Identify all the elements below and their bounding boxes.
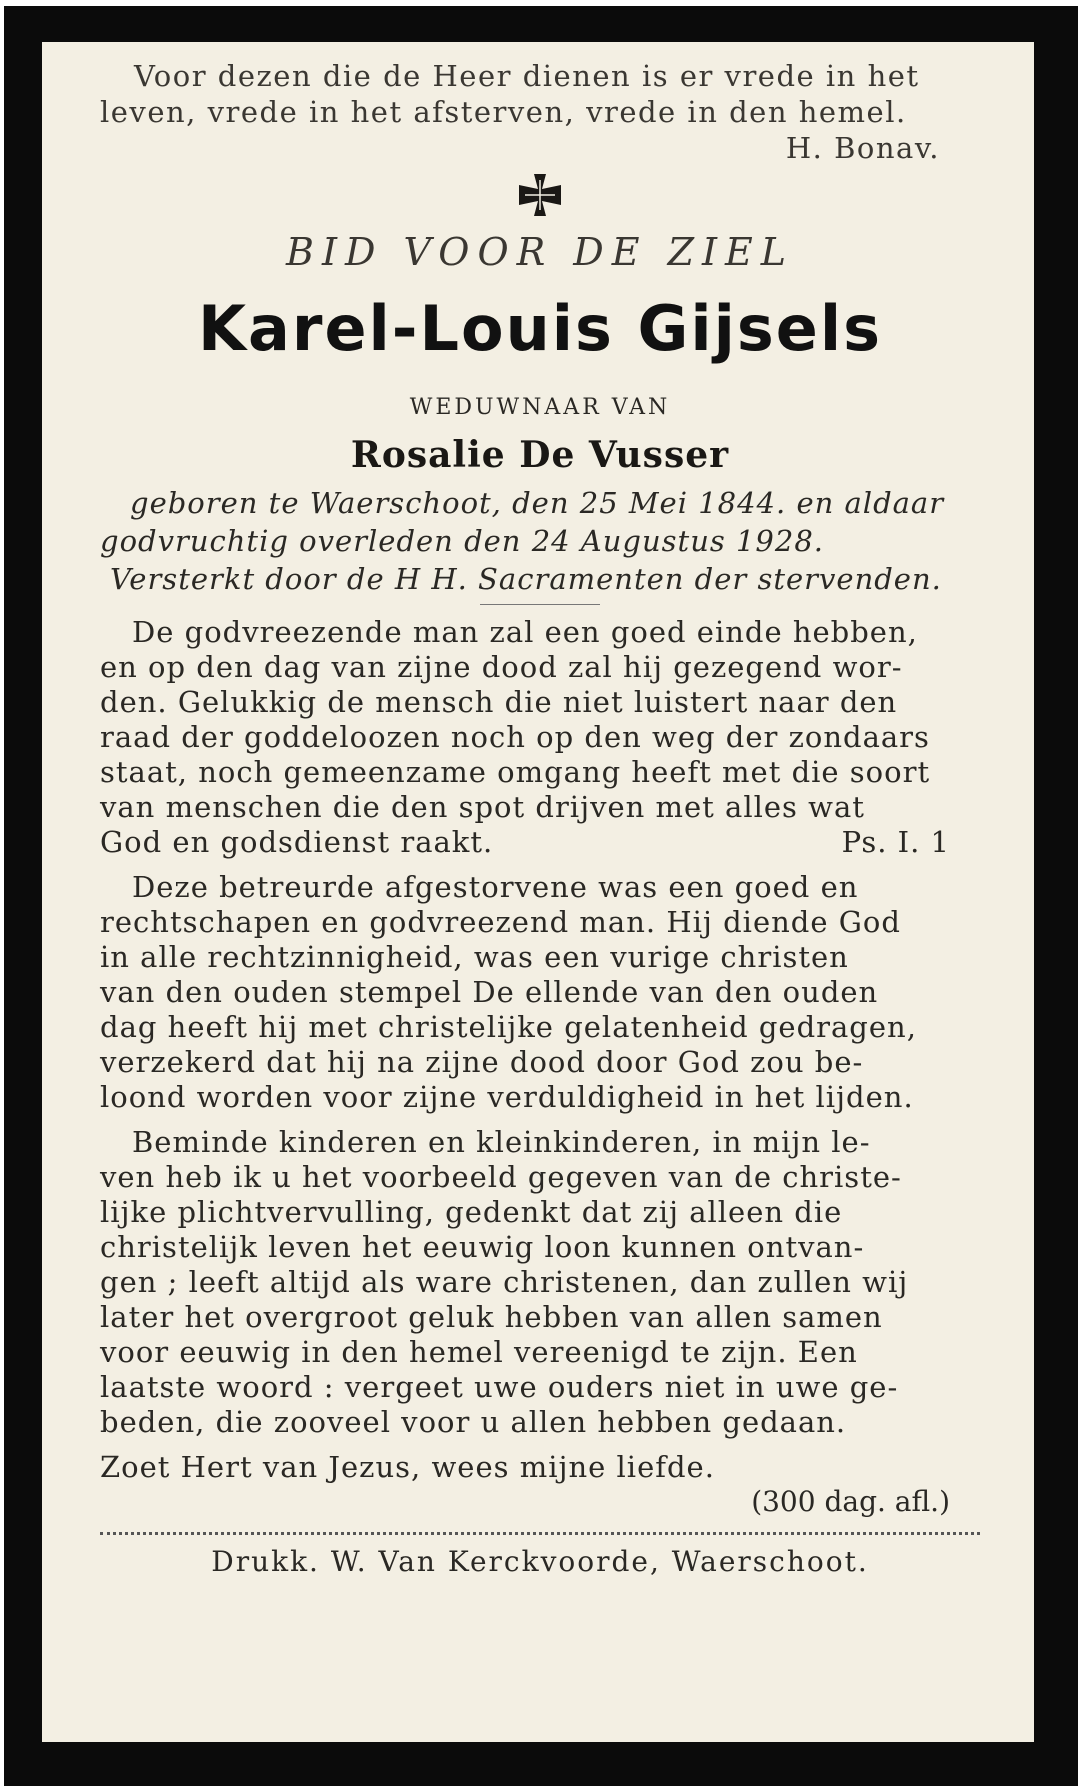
text-line: verzekerd dat hij na zijne dood door God zou be- — [100, 1045, 864, 1079]
text-line: Deze betreurde afgestorvene was een goed en — [132, 870, 859, 904]
text-line: van menschen die den spot drijven met alles wat — [100, 790, 865, 824]
text-line: ven heb ik u het voorbeeld gegeven van de christe- — [100, 1160, 902, 1194]
text-line: christelijk leven het eeuwig loon kunnen ontvan- — [100, 1230, 865, 1264]
farewell-paragraph — [100, 1125, 980, 1440]
birth-line: geboren te Waerschoot, den 25 Mei 1844. en aldaar — [130, 486, 945, 520]
text-line: beden, die zooveel voor u allen hebben gedaan. — [100, 1405, 847, 1439]
birth-death-details — [100, 484, 980, 598]
spouse-name: Rosalie De Vusser — [350, 434, 730, 476]
cross-pattee-icon — [515, 170, 565, 220]
card-content — [100, 58, 980, 1578]
psalm-last-row — [100, 825, 980, 860]
text-line: lijke plichtvervulling, gedenkt dat zij alleen die — [100, 1195, 843, 1229]
divider-line — [480, 604, 600, 605]
psalm-paragraph — [100, 615, 980, 860]
quote-source: H. Bonav. — [785, 131, 940, 165]
text-line: loond worden voor zijne verduldigheid in het lijden. — [100, 1080, 914, 1114]
text-line: den. Gelukkig de mensch die niet luistert naar den — [100, 685, 898, 719]
death-line: godvruchtig overleden den 24 Augustus 1928. — [100, 524, 825, 558]
quote-line: Voor dezen die de Heer dienen is er vrede in het — [134, 59, 920, 93]
text-line: gen ; leeft altijd als ware christenen, dan zullen wij — [100, 1265, 909, 1299]
text-line: later het overgroot geluk hebben van allen samen — [100, 1300, 883, 1334]
sacraments-line: Versterkt door de H H. Sacramenten der stervenden. — [110, 562, 942, 596]
text-line: voor eeuwig in den hemel vereenigd te zijn. Een — [100, 1335, 858, 1369]
text-line: De godvreezende man zal een goed einde hebben, — [132, 615, 918, 649]
text-line: staat, noch gemeenzame omgang heeft met die soort — [100, 755, 931, 789]
opening-quote — [100, 58, 980, 166]
deceased-name: Karel-Louis Gijsels — [198, 292, 882, 365]
text-line: Beminde kinderen en kleinkinderen, in mijn le- — [132, 1125, 871, 1159]
prayer-line: Zoet Hert van Jezus, wees mijne liefde. — [100, 1450, 715, 1484]
mourning-card-border — [4, 6, 1078, 1786]
indulgence-note: (300 dag. afl.) — [751, 1485, 950, 1518]
text-line: laatste woord : vergeet uwe ouders niet in uwe ge- — [100, 1370, 899, 1404]
card-paper — [42, 42, 1034, 1742]
dotted-divider — [100, 1532, 980, 1535]
text-line: raad der goddeloozen noch op den weg der zondaars — [100, 720, 930, 754]
text-line: rechtschapen en godvreezend man. Hij diende God — [100, 905, 901, 939]
text-line: dag heeft hij met christelijke gelatenheid gedragen, — [100, 1010, 917, 1044]
text-line: van den ouden stempel De ellende van den ouden — [100, 975, 879, 1009]
psalm-reference: Ps. I. 1 — [841, 825, 950, 859]
widower-label: WEDUWNAAR VAN — [409, 395, 671, 420]
printer-imprint: Drukk. W. Van Kerckvoorde, Waerschoot. — [211, 1545, 869, 1578]
quote-line: leven, vrede in het afsterven, vrede in den hemel. — [100, 95, 907, 129]
text-line: en op den dag van zijne dood zal hij gezegend wor- — [100, 650, 903, 684]
text-line: in alle rechtzinnigheid, was een vurige christen — [100, 940, 849, 974]
text-line: God en godsdienst raakt. — [100, 825, 494, 859]
pray-for-soul-heading: BID VOOR DE ZIEL — [286, 230, 794, 274]
cross-row — [100, 170, 980, 226]
tribute-paragraph — [100, 870, 980, 1115]
